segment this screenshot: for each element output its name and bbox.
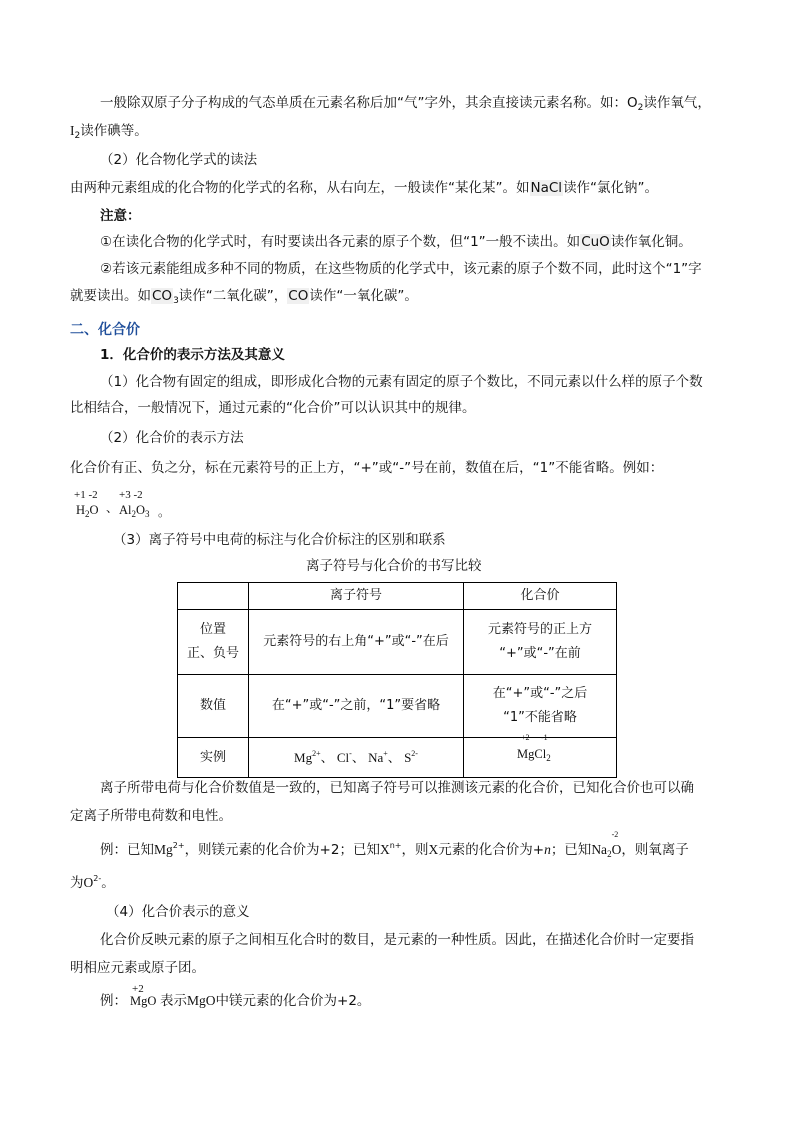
subsection-heading: （4）化合价表示的意义 [106, 904, 250, 920]
table-row [178, 610, 617, 675]
separator: 、 [106, 501, 119, 515]
ion-cell: 在“+”或“-”之前，“1”要省略 [249, 675, 464, 738]
example-prefix: 例： [100, 993, 127, 1009]
paragraph-line: 由两种元素组成的化合物的化学式的名称，从右向左，一般读作“某化某”。如NaCl读作“氯化钠”。 [70, 180, 659, 196]
paragraph-line: 离子所带电荷与化合价数值是一致的，已知离子符号可以推测该元素的化合价，已知化合价也可以确 [100, 780, 694, 796]
paragraph-line: （1）化合物有固定的组成，即形成化合物的元素有固定的原子个数比，不同元素以什么样的原子个数 [100, 374, 703, 390]
table-header-valence: 化合价 [464, 583, 617, 610]
note-line: ①在读化合物的化学式时，有时要读出各元素的原子个数，但“1”一般不读出。如CuO读作氧化铜。 [100, 234, 692, 250]
subsection-heading: （2）化合价的表示方法 [100, 430, 244, 446]
note-line: ②若该元素能组成多种不同的物质，在这些物质的化学式中，该元素的原子个数不同，此时这个“1”字 [100, 261, 702, 277]
paragraph-line: 明相应元素或原子团。 [70, 960, 205, 976]
row-label: 数值 [178, 675, 249, 738]
paragraph-line: 一般除双原子分子构成的气态单质在元素名称后加“气”字外，其余直接读元素名称。如：$O_2$读作氧气， [100, 95, 711, 113]
paragraph-line: 化合价有正、负之分，标在元素符号的正上方，“+”或“-”号在前，数值在后，“1”不能省略。例如： [70, 460, 664, 476]
comparison-table [177, 582, 617, 778]
paragraph-line: 比相结合，一般情况下，通过元素的“化合价”可以认识其中的规律。 [70, 400, 476, 416]
formula-mgo-valence: +2 MgO [130, 983, 157, 1008]
table-row [178, 738, 617, 778]
valence-cell: 元素符号的正上方 “+”或“-”在前 [464, 610, 617, 675]
subsection-heading: （3）离子符号中电荷的标注与化合价标注的区别和联系 [113, 532, 446, 548]
note-line: 就要读出。如$CO_3$读作“二氧化碳”，CO读作“一氧化碳”。 [70, 288, 418, 306]
subsection-heading: （2）化合物化学式的读法 [100, 152, 258, 168]
example-text: 表示MgO中镁元素的化合价为+2。 [160, 993, 371, 1009]
example-line: 为$O^{2-}$。 [70, 874, 115, 891]
example-line: 例：已知$Mg^{2+}$，则镁元素的化合价为+2；已知$X^{n+}$，则X元素的化合价为+n；已知$Na_2$ -2 O，则氧离子 [100, 830, 689, 859]
formula-mgcl2: +2 -1 MgCl$_2$ [517, 733, 551, 763]
row-label: 实例 [178, 738, 249, 778]
paragraph-line: $I_2$读作碘等。 [70, 123, 148, 141]
table-header-ion: 离子符号 [249, 583, 464, 610]
formula-al2o3: +3 -2 $Al_2O_3$ [119, 489, 150, 519]
valence-example-cell [464, 733, 617, 778]
paragraph-line: 化合价反映元素的原子之间相互化合时的数目，是元素的一种性质。因此，在描述化合价时一定要指 [100, 932, 694, 948]
period: 。 [158, 505, 171, 519]
valence-cell: 在“+”或“-”之后 “1”不能省略 [464, 675, 617, 738]
row-label: 位置 正、负号 [178, 610, 249, 675]
note-heading: 注意： [100, 208, 141, 224]
ion-cell: 元素符号的右上角“+”或“-”在后 [249, 610, 464, 675]
ion-example-cell: $Mg^{2+}$、 Cl-、 Na+、 $S^{2-}$ [249, 738, 464, 778]
table-header-empty [178, 583, 249, 610]
table-caption: 离子符号与化合价的书写比较 [306, 558, 482, 574]
table-header-row [178, 583, 617, 610]
paragraph-line: 定离子所带电荷数和电性。 [70, 808, 232, 824]
formula-h2o: +1 -2 $H_2O$ [74, 489, 99, 519]
sub-title: 1．化合价的表示方法及其意义 [100, 347, 285, 363]
table-row [178, 675, 617, 738]
section-title: 二、化合价 [70, 322, 140, 338]
